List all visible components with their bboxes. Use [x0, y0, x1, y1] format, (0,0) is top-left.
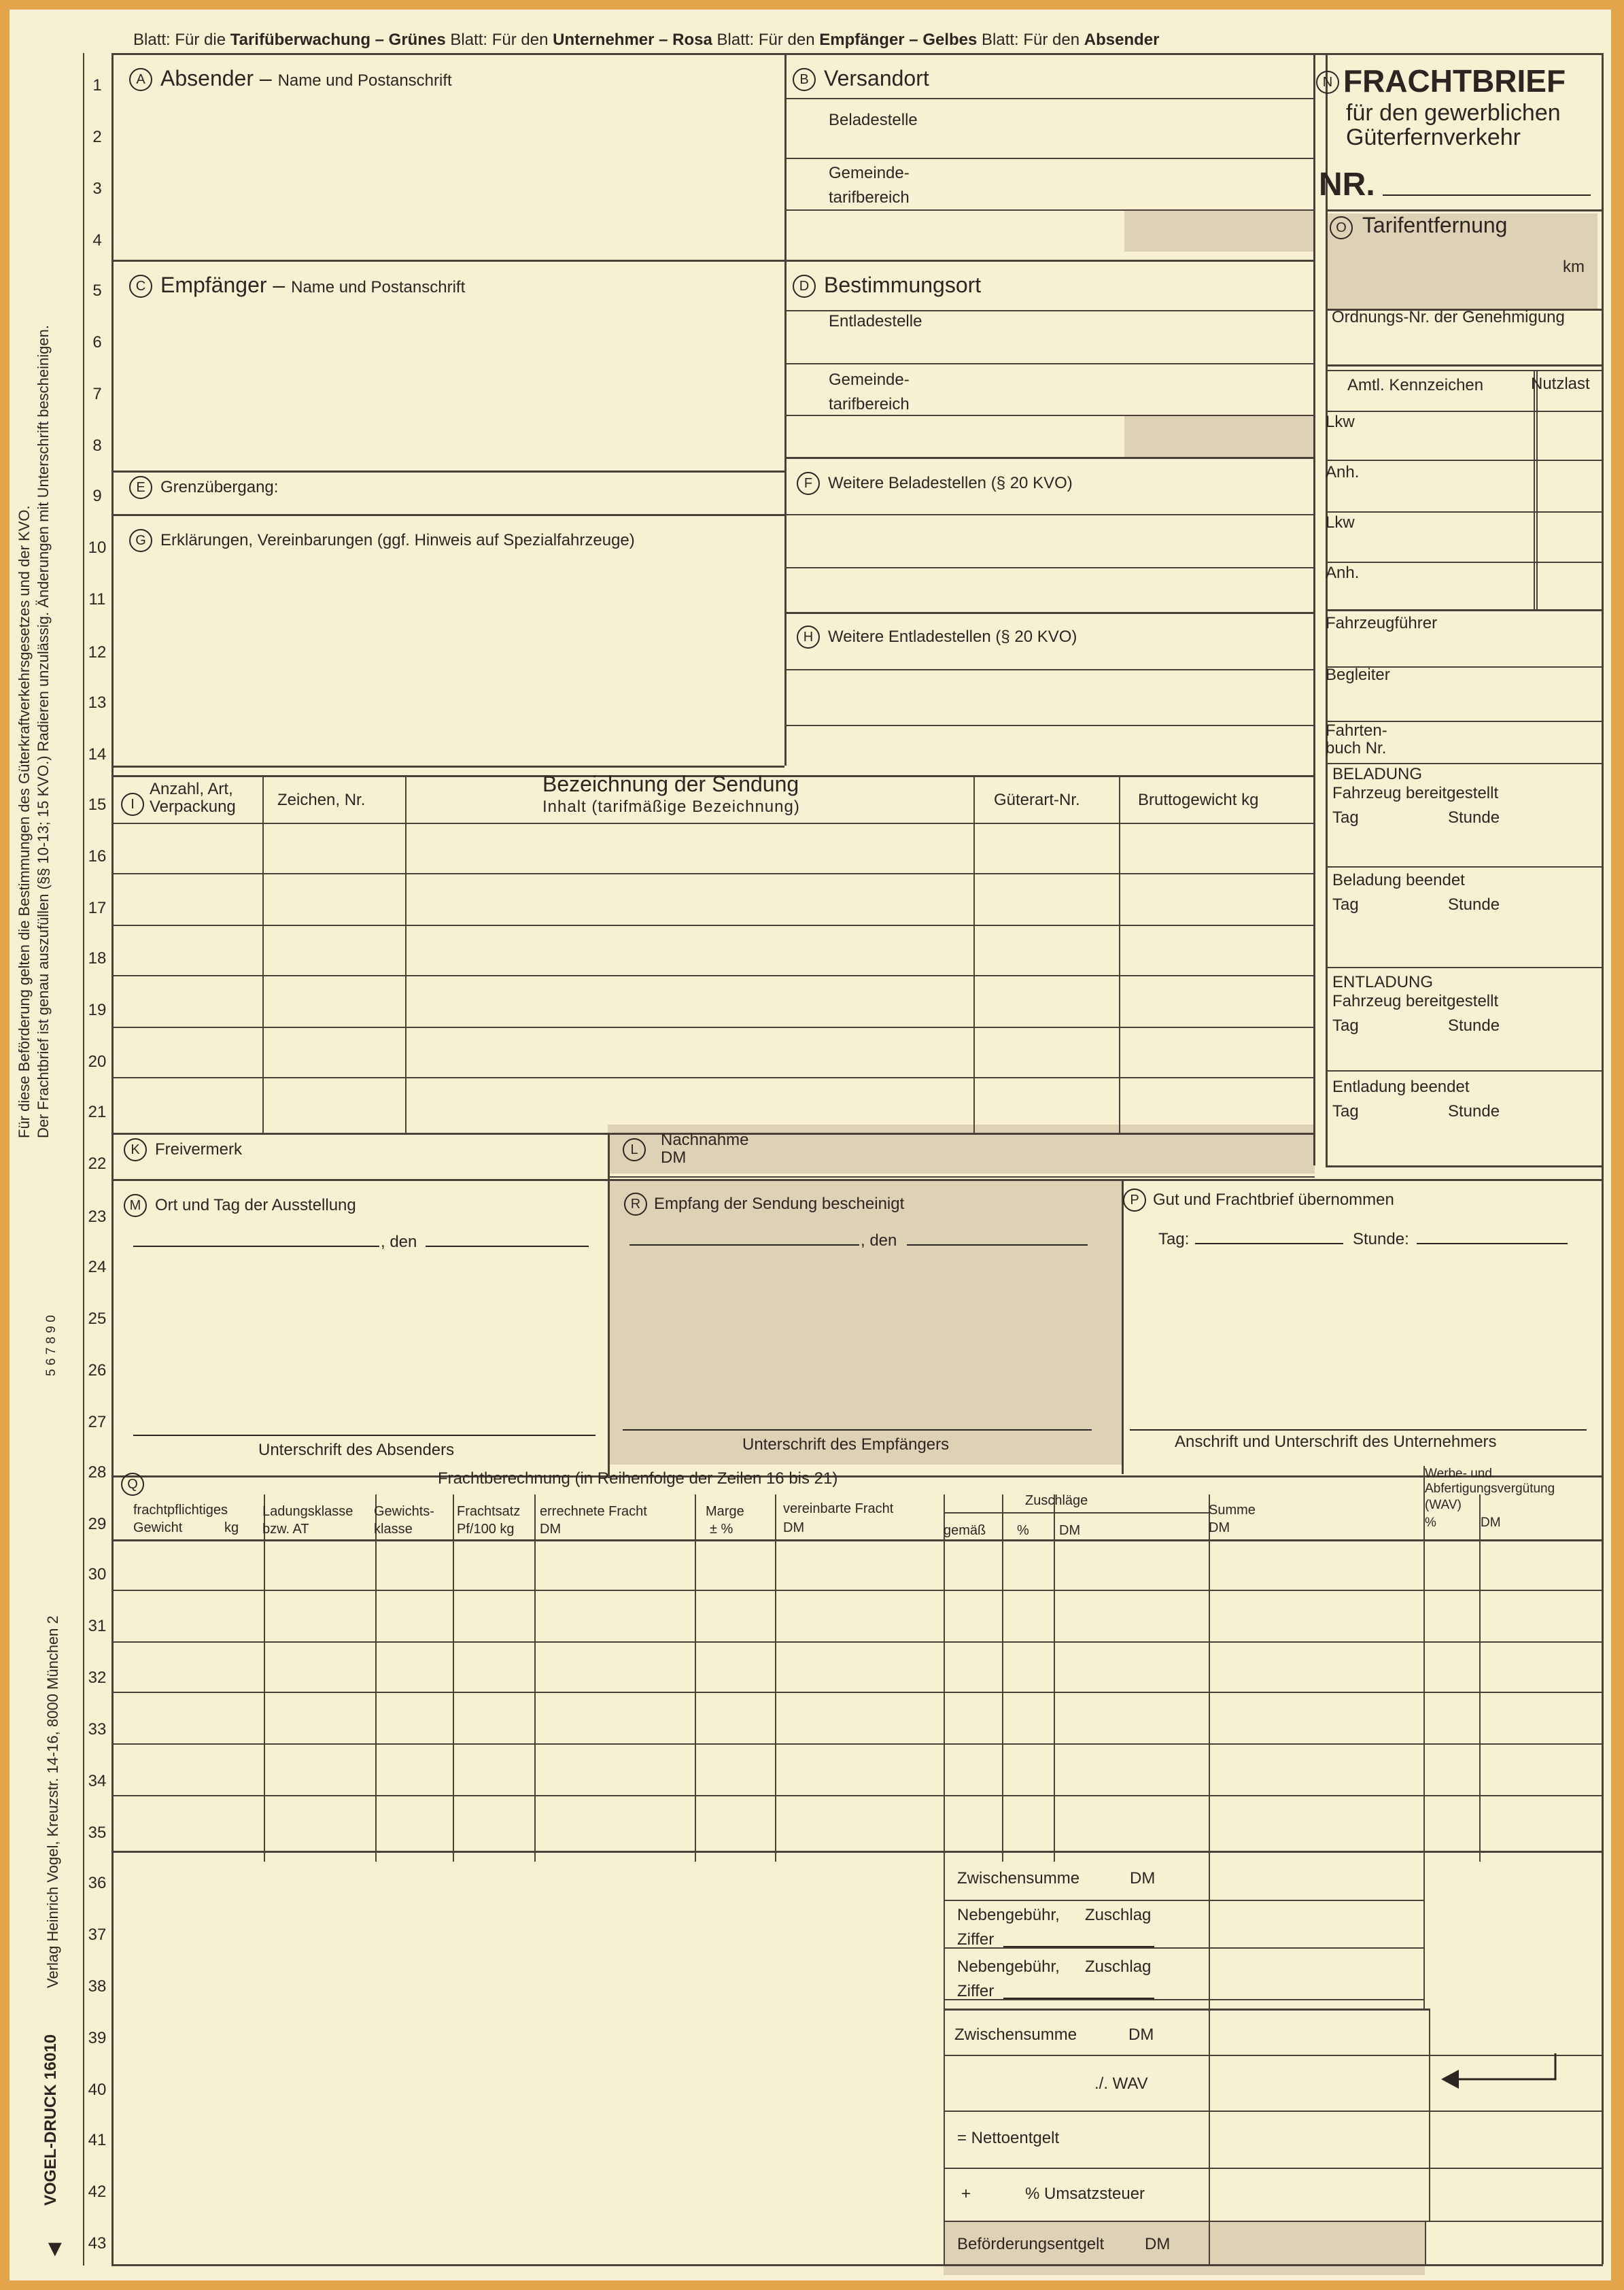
rule-line: [784, 725, 1313, 726]
zwischensumme-1-label: Zwischensumme: [957, 1869, 1080, 1887]
versandort-title: Versandort: [824, 66, 929, 90]
rule-line: [111, 1077, 1313, 1078]
row-number: 31: [88, 1617, 107, 1635]
rule-line: [944, 1999, 1423, 2000]
uebernommen-stunde-line[interactable]: [1417, 1243, 1568, 1244]
frachtbrief-nr-label: NR.: [1319, 167, 1375, 203]
versandort-shaded-field: [1124, 209, 1313, 252]
q-col-zuschlag-dm: DM: [1059, 1523, 1081, 1538]
row-number: 27: [88, 1413, 107, 1431]
rule-line: [784, 567, 1313, 568]
row-number: 7: [92, 385, 102, 403]
nebengebuehr-2-zuschlag: Zuschlag: [1085, 1958, 1152, 1976]
beladung-beendet-label: Beladung beendet: [1332, 871, 1465, 889]
rule-line: [111, 260, 784, 262]
ausstellung-ort-line[interactable]: [133, 1246, 379, 1247]
befoerderungsentgelt-dm: DM: [1145, 2235, 1171, 2253]
gemeinde-label-d2: tarifbereich: [829, 395, 910, 413]
q-col-summe-2: DM: [1209, 1520, 1230, 1535]
section-letter-p: P: [1123, 1189, 1146, 1212]
entladung-stunde-label: Stunde: [1448, 1016, 1500, 1035]
rule-line: [111, 514, 784, 516]
uebernommen-stunde: Stunde:: [1353, 1230, 1409, 1248]
freivermerk-label: Freivermerk: [155, 1140, 243, 1159]
rule-line: [944, 1494, 945, 2266]
uebernommen-tag-line[interactable]: [1195, 1243, 1343, 1244]
ziffer-1-line[interactable]: [1003, 1946, 1154, 1947]
nachnahme-label: Nachnahme: [661, 1131, 749, 1149]
absender-title: Absender – Name und Postanschrift: [160, 66, 452, 90]
entladestelle-label: Entladestelle: [829, 312, 922, 330]
row-number: 20: [88, 1053, 107, 1071]
rule-line: [111, 1641, 1602, 1643]
rule-line: [1326, 511, 1602, 513]
q-col-wav-dm: DM: [1481, 1516, 1501, 1530]
rule-line: [111, 471, 784, 473]
rule-line: [775, 1494, 776, 1862]
copy-distribution-note: Blatt: Für die Tarifüberwachung – Grünes Blatt: Für den Unternehmer – Rosa Blatt: Für den Empfänger – Gelbes Blatt: Für den Absender: [133, 31, 1160, 49]
frachtbrief-subtitle2: Güterfernverkehr: [1346, 124, 1521, 150]
rule-line: [1326, 609, 1602, 611]
rule-line: [1209, 1494, 1210, 2266]
rule-line: [1429, 2009, 1430, 2221]
rule-line: [453, 1494, 454, 1862]
rule-line: [944, 2110, 1602, 2112]
nebengebuehr-1-label: Nebengebühr,: [957, 1906, 1060, 1924]
row-number: 2: [92, 128, 102, 146]
rule-line: [608, 1176, 1315, 1178]
rule-line: [944, 1512, 1209, 1514]
row-number: 19: [88, 1001, 107, 1019]
q-col-gewicht-1: frachtpflichtiges: [133, 1503, 228, 1518]
entladung-beendet-label: Entladung beendet: [1332, 1078, 1470, 1096]
rule-line: [1326, 411, 1602, 412]
col-anzahl-2: Verpackung: [150, 798, 236, 816]
q-col-vereinbart-2: DM: [783, 1520, 805, 1535]
row-number: 22: [88, 1155, 107, 1173]
entladung-heading: ENTLADUNG: [1332, 973, 1434, 991]
empfang-datum-line[interactable]: [907, 1244, 1088, 1246]
section-letter-d: D: [793, 275, 816, 298]
row-number: 43: [88, 2234, 107, 2253]
entladung-tag2-label: Tag: [1332, 1102, 1359, 1121]
row-number: 26: [88, 1361, 107, 1380]
row-number: 8: [92, 437, 102, 455]
row-number: 5: [92, 281, 102, 300]
rule-line: [944, 1900, 1423, 1901]
rule-line: [1534, 370, 1535, 609]
rule-line: [1313, 775, 1315, 1133]
unternehmer-signature-line[interactable]: [1130, 1429, 1587, 1431]
gemeinde-label-b1: Gemeinde-: [829, 164, 910, 182]
rule-line: [784, 612, 1313, 614]
rule-line: [695, 1494, 696, 1862]
zwischensumme-1-dm: DM: [1130, 1869, 1156, 1887]
empfaenger-signature-line[interactable]: [623, 1429, 1092, 1431]
q-col-gewichtsklasse-1: Gewichts-: [374, 1504, 434, 1519]
legal-note-line2: Der Frachtbrief ist genau auszufüllen (§§ 10-13; 15 KVO.) Radieren unzulässig. Änderungen mit Unterschrift bescheinigen.: [35, 325, 52, 1138]
col-bruttogewicht: Bruttogewicht kg: [1138, 791, 1259, 809]
frachtbrief-title: FRACHTBRIEF: [1343, 63, 1566, 99]
row-number: 12: [88, 643, 107, 662]
rule-line: [111, 873, 1313, 874]
rule-line: [111, 925, 1313, 926]
tarifentfernung-title: Tarifentfernung: [1362, 213, 1508, 237]
q-col-marge-1: Marge: [706, 1504, 744, 1519]
rule-line: [1326, 364, 1602, 366]
nachnahme-unit: DM: [661, 1148, 687, 1167]
section-letter-b: B: [793, 68, 816, 91]
anh-label-1: Anh.: [1326, 463, 1360, 481]
rule-line: [1122, 1179, 1124, 1474]
q-col-wav-1: Werbe- und: [1425, 1467, 1492, 1481]
rule-line: [1423, 1862, 1425, 2009]
section-letter-h: H: [797, 626, 820, 649]
rule-line: [1313, 53, 1602, 55]
rule-line: [111, 1743, 1602, 1745]
rule-line: [944, 2009, 1429, 2011]
rule-line: [1326, 763, 1602, 764]
rule-line: [973, 775, 975, 1133]
rule-line: [784, 53, 787, 766]
q-col-summe-1: Summe: [1209, 1503, 1256, 1518]
empfang-ort-line[interactable]: [629, 1244, 859, 1246]
beladung-stunde2-label: Stunde: [1448, 895, 1500, 914]
ausstellung-den: , den: [381, 1233, 417, 1251]
nettoentgelt-label: = Nettoentgelt: [957, 2129, 1060, 2147]
q-col-gewicht-2: Gewicht: [133, 1520, 183, 1535]
rule-line: [1326, 460, 1602, 461]
fahrzeugfuehrer-label: Fahrzeugführer: [1326, 614, 1438, 632]
q-col-gewichtsklasse-2: klasse: [374, 1522, 413, 1537]
absender-signature-line[interactable]: [133, 1435, 595, 1436]
row-number: 32: [88, 1669, 107, 1687]
rule-line: [784, 669, 1313, 670]
ziffer-1-label: Ziffer: [957, 1930, 995, 1949]
erklaerungen-label: Erklärungen, Vereinbarungen (ggf. Hinweis auf Spezialfahrzeuge): [160, 531, 635, 549]
rule-line: [1326, 370, 1602, 371]
rule-line: [534, 1494, 536, 1862]
rule-line: [784, 158, 1313, 159]
row-number: 35: [88, 1824, 107, 1842]
section-letter-m: M: [124, 1194, 147, 1217]
col-zeichen: Zeichen, Nr.: [277, 791, 366, 809]
ausstellung-label: Ort und Tag der Ausstellung: [155, 1196, 356, 1214]
lkw-label-2: Lkw: [1326, 513, 1355, 532]
section-letter-e: E: [129, 476, 152, 499]
q-col-ladungsklasse-1: Ladungsklasse: [262, 1504, 353, 1519]
rule-line: [1002, 1494, 1003, 1862]
q-col-gewicht-3: kg: [224, 1520, 239, 1535]
empfaenger-signature-label: Unterschrift des Empfängers: [742, 1435, 950, 1454]
frachtbrief-nr-line[interactable]: [1383, 194, 1591, 196]
section-letter-g: G: [129, 529, 152, 552]
rule-line: [111, 766, 784, 768]
row-number-column-rule: [83, 53, 84, 2266]
q-col-wav-pct: %: [1425, 1516, 1436, 1530]
q-col-ladungsklasse-2: bzw. AT: [262, 1522, 309, 1537]
nebengebuehr-2-label: Nebengebühr,: [957, 1958, 1060, 1976]
rule-line: [784, 514, 1313, 515]
weitere-beladestellen-label: Weitere Beladestellen (§ 20 KVO): [828, 474, 1073, 492]
empfang-den: , den: [861, 1231, 897, 1250]
rule-line: [111, 1027, 1313, 1028]
row-number: 34: [88, 1772, 107, 1790]
rule-line: [1425, 2221, 1426, 2266]
gemeinde-label-b2: tarifbereich: [829, 188, 910, 207]
bestimmungsort-title: Bestimmungsort: [824, 273, 982, 297]
frachtbrief-subtitle1: für den gewerblichen: [1346, 100, 1561, 126]
row-number: 23: [88, 1208, 107, 1226]
kennzeichen-header: Amtl. Kennzeichen: [1347, 376, 1484, 394]
col-anzahl-1: Anzahl, Art,: [150, 780, 233, 798]
q-col-gemaess: gemäß: [944, 1523, 986, 1538]
rule-line: [375, 1494, 377, 1862]
zwischensumme-2-label: Zwischensumme: [954, 2026, 1077, 2044]
print-code: VOGEL-DRUCK 16010: [41, 2034, 60, 2206]
rule-line: [784, 310, 1313, 311]
rule-line: [1536, 370, 1538, 609]
row-number: 4: [92, 231, 102, 250]
begleiter-label: Begleiter: [1326, 666, 1390, 684]
row-number: 15: [88, 796, 107, 814]
beladung-tag-label: Tag: [1332, 808, 1359, 827]
print-digits: 5 6 7 8 9 0: [44, 1315, 58, 1376]
rule-line: [944, 2168, 1602, 2169]
rule-line: [1326, 1070, 1602, 1072]
uebernommen-label: Gut und Frachtbrief übernommen: [1153, 1191, 1394, 1209]
publisher-logo-icon: ▼: [44, 2236, 67, 2261]
rule-line: [784, 415, 1313, 416]
rule-line: [111, 823, 1313, 824]
frame-left: [111, 53, 114, 2266]
empfang-shaded-field: [609, 1179, 1122, 1465]
ausstellung-datum-line[interactable]: [426, 1246, 589, 1247]
frame-bottom: [111, 2264, 1603, 2266]
col-bezeichnung: Bezeichnung der Sendung: [542, 772, 799, 796]
bestimmungsort-shaded-field: [1124, 415, 1313, 457]
row-number: 39: [88, 2029, 107, 2047]
q-col-frachtsatz-1: Frachtsatz: [457, 1504, 521, 1519]
row-number: 29: [88, 1515, 107, 1533]
rule-line: [944, 1947, 1423, 1949]
publisher-imprint: Verlag Heinrich Vogel, Kreuzstr. 14-16, 8000 München 2: [44, 1616, 61, 1988]
row-number: 25: [88, 1310, 107, 1328]
befoerderungsentgelt-label: Beförderungsentgelt: [957, 2235, 1105, 2253]
ziffer-2-line[interactable]: [1003, 1998, 1154, 1999]
absender-signature-label: Unterschrift des Absenders: [258, 1441, 455, 1459]
q-col-errechnet-1: errechnete Fracht: [540, 1504, 647, 1519]
rule-line: [1326, 1165, 1602, 1167]
section-letter-o: O: [1330, 216, 1353, 239]
q-col-zuschlaege: Zuschläge: [1025, 1493, 1088, 1508]
rule-line: [784, 457, 1313, 459]
empfang-label: Empfang der Sendung bescheinigt: [654, 1195, 905, 1213]
section-letter-r: R: [624, 1193, 647, 1216]
q-col-frachtsatz-2: Pf/100 kg: [457, 1522, 515, 1537]
rule-line: [1054, 1494, 1055, 1862]
row-number: 3: [92, 180, 102, 198]
beladestelle-label: Beladestelle: [829, 111, 918, 129]
section-letter-n: N: [1316, 71, 1339, 94]
legal-note-line1: Für diese Beförderung gelten die Bestimmungen des Güterkraftverkehrsgesetzes und der KVO.: [16, 505, 33, 1138]
section-letter-k: K: [124, 1138, 147, 1161]
lkw-label-1: Lkw: [1326, 413, 1355, 431]
row-number: 24: [88, 1258, 107, 1276]
q-col-marge-2: ± %: [710, 1522, 733, 1537]
col-bezeichnung-sub: Inhalt (tarifmäßige Bezeichnung): [542, 798, 800, 816]
rule-line: [262, 775, 264, 1133]
entladung-tag-label: Tag: [1332, 1016, 1359, 1035]
rule-line: [264, 1494, 265, 1862]
beladung-tag2-label: Tag: [1332, 895, 1359, 914]
rule-line: [111, 1851, 1602, 1853]
row-number: 41: [88, 2131, 107, 2149]
row-number: 11: [88, 590, 106, 609]
beladung-bereit-label: Fahrzeug bereitgestellt: [1332, 784, 1499, 802]
rule-line: [405, 775, 407, 1133]
beladung-stunde-label: Stunde: [1448, 808, 1500, 827]
row-number: 16: [88, 847, 107, 866]
anh-label-2: Anh.: [1326, 564, 1360, 582]
rule-line: [111, 1590, 1602, 1591]
rule-line: [1326, 209, 1602, 211]
rule-line: [111, 1795, 1602, 1796]
col-gueterart: Güterart-Nr.: [994, 791, 1080, 809]
rule-line: [111, 1179, 1602, 1181]
weitere-entladestellen-label: Weitere Entladestellen (§ 20 KVO): [828, 628, 1077, 646]
beladung-heading: BELADUNG: [1332, 765, 1423, 783]
row-number: 37: [88, 1926, 107, 1944]
row-number: 9: [92, 487, 102, 505]
row-number: 10: [88, 539, 107, 557]
fahrtenbuch-label-2: buch Nr.: [1326, 739, 1387, 757]
entladung-stunde2-label: Stunde: [1448, 1102, 1500, 1121]
grenzuebergang-label: Grenzübergang:: [160, 478, 279, 496]
frachtberechnung-title: Frachtberechnung (in Reihenfolge der Zeilen 16 bis 21): [438, 1469, 838, 1488]
row-number: 30: [88, 1565, 107, 1584]
section-letter-l: L: [623, 1138, 646, 1161]
unternehmer-signature-label: Anschrift und Unterschrift des Unternehmers: [1175, 1433, 1497, 1451]
row-number: 36: [88, 1874, 107, 1892]
uebernommen-tag: Tag:: [1158, 1230, 1190, 1248]
row-number: 42: [88, 2183, 107, 2201]
nebengebuehr-1-zuschlag: Zuschlag: [1085, 1906, 1152, 1924]
plus-sign: +: [961, 2185, 971, 2203]
rule-line: [111, 1475, 1602, 1477]
row-number: 6: [92, 333, 102, 352]
ziffer-2-label: Ziffer: [957, 1982, 995, 2000]
row-number: 14: [88, 745, 107, 764]
rule-line: [1119, 775, 1120, 1133]
rule-line: [111, 975, 1313, 976]
section-letter-f: F: [797, 472, 820, 495]
row-number: 1: [92, 76, 102, 95]
wav-transfer-arrow-icon: [1437, 2049, 1559, 2104]
row-number: 18: [88, 949, 107, 968]
rule-line: [111, 1539, 1602, 1541]
tarifentfernung-unit: km: [1563, 258, 1585, 276]
section-letter-q: Q: [121, 1473, 144, 1496]
section-letter-i: I: [121, 793, 144, 816]
rule-line: [1326, 967, 1602, 968]
q-col-wav-3: (WAV): [1425, 1498, 1462, 1512]
ordnungs-nr-label: Ordnungs-Nr. der Genehmigung: [1332, 308, 1565, 326]
rule-line: [111, 1692, 1602, 1693]
row-number: 33: [88, 1720, 107, 1739]
form-sheet: [10, 10, 1611, 2280]
row-number: 21: [88, 1103, 107, 1121]
row-number: 17: [88, 899, 107, 917]
wav-label: ./. WAV: [1094, 2074, 1148, 2093]
row-number: 40: [88, 2081, 107, 2099]
fahrtenbuch-label-1: Fahrten-: [1326, 721, 1387, 740]
section-letter-a: A: [129, 68, 152, 91]
rule-line: [784, 363, 1313, 364]
gemeinde-label-d1: Gemeinde-: [829, 371, 910, 389]
umsatzsteuer-label: % Umsatzsteuer: [1025, 2185, 1145, 2203]
row-number: 13: [88, 694, 107, 712]
rule-line: [784, 98, 1313, 99]
rule-line: [1326, 866, 1602, 868]
empfaenger-title: Empfänger – Name und Postanschrift: [160, 273, 466, 297]
nutzlast-header: Nutzlast: [1531, 375, 1590, 393]
q-col-errechnet-2: DM: [540, 1522, 562, 1537]
q-col-prozent: %: [1017, 1523, 1029, 1538]
frame-right: [1602, 53, 1604, 2264]
rule-line: [944, 2221, 1602, 2222]
q-col-wav-2: Abfertigungsvergütung: [1425, 1482, 1555, 1496]
rule-line: [1479, 1494, 1481, 1862]
section-letter-c: C: [129, 275, 152, 298]
rule-line: [784, 260, 1313, 262]
q-col-vereinbart-1: vereinbarte Fracht: [783, 1501, 894, 1516]
rule-line: [1326, 562, 1602, 563]
rule-line: [608, 1133, 610, 1478]
rule-line: [784, 209, 1313, 211]
entladung-bereit-label: Fahrzeug bereitgestellt: [1332, 992, 1499, 1010]
zwischensumme-2-dm: DM: [1128, 2026, 1154, 2044]
row-number: 28: [88, 1463, 107, 1482]
row-number: 38: [88, 1977, 107, 1996]
